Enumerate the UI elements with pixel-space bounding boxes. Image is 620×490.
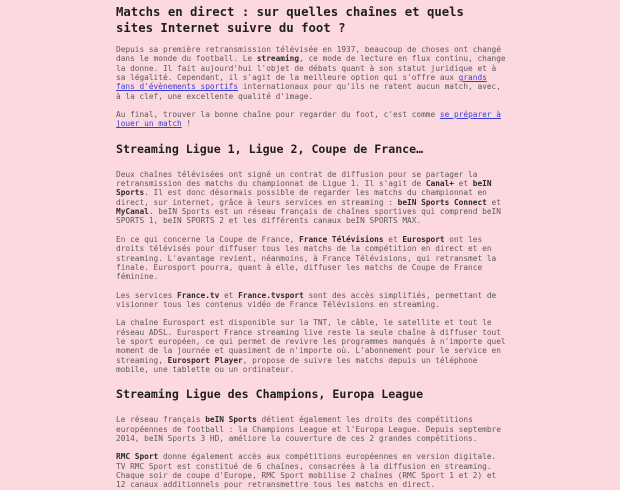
section2-paragraph-2: RMC Sport donne également accès aux compétitions européennes en version digitale. TV RMC Sport est constitué de 6 chaînes, consacrées à la diffusion en streaming. Chaque soir de coupe d'Europe, RMC Sport mobilise 2 chaînes (RMC Sport 1 et 2) et 12 canaux additionnels pour retransmettre tous les matchs en direct. xyxy=(116,452,497,490)
intro-paragraph-1: Depuis sa première retransmission télévisée en 1937, beaucoup de choses ont changé dans le monde du football. Le streaming, ce mode de lecture en flux continu, change la donne. Il fait aujourd'hui l'objet de débats quant à son statut juridique et à sa légalité. Cependant, il s'agit de la meilleure option qui s'offre aux grands fans d'évènements sportifs internationaux pour qu'ils ne ratent aucun match, avec, à la clef, une excellente qualité d'image. xyxy=(116,45,506,101)
section1-paragraph-2: En ce qui concerne la Coupe de France, France Télévisions et Eurosport ont les droits télévisés pour diffuser tous les matchs de la compétition en direct et en streaming. L'avantage revient, néanmoins, à France Télévisions, qui retransmet la finale. Eurosport pourra, quant à elle, diffuser les matchs de Coupe de France féminine. xyxy=(116,234,497,282)
section1-paragraph-3: Les services France.tv et France.tvsport sont des accès simplifiés, permettant de visionner tous les contenus vidéo de France Télévisions en streaming. xyxy=(116,290,497,309)
section-heading-champions: Streaming Ligue des Champions, Europa League xyxy=(116,387,424,402)
link-sports-fans[interactable]: grands fans d'évènements sportifs xyxy=(116,73,487,92)
link-prepare-match[interactable]: se préparer à jouer un match xyxy=(116,110,501,129)
page-title: Matchs en direct : sur quelles chaînes et quels sites Internet suivre du foot ? xyxy=(116,5,464,35)
section1-paragraph-1: Deux chaînes télévisées ont signé un contrat de diffusion pour se partager la retransmission des matchs du championnat de Ligue 1. Il s'agit de Canal+ et beIN Sports. Il est donc désormais possible de regarder les matchs du championnat en direct, sur internet, grâce à leurs services en streaming : beIN Sports Connect et MyCanal. beIN Sports est un réseau français de chaînes sportives qui comprend beIN SPORTS 1, beIN SPORTS 2 et les différents canaux beIN SPORTS MAX. xyxy=(116,169,501,226)
article xyxy=(116,0,506,490)
section1-paragraph-4: La chaîne Eurosport est disponible sur la TNT, le câble, le satellite et tout le réseau ADSL. Eurosport France streaming live reste la seule chaîne à diffuser tout le sport européen, ce qui permet de revivre les programmes manqués à n'importe quel moment de la journée et quasiment de n'importe où. L'abonnement pour le service en streaming, Eurosport Player, propose de suivre les matchs depuis un téléphone mobile, une tablette ou un ordinateur. xyxy=(116,318,506,374)
intro-paragraph-2: Au final, trouver la bonne chaîne pour regarder du foot, c'est comme se préparer à jouer un match ! xyxy=(116,110,501,129)
section2-paragraph-1: Le réseau français beIN Sports détient également les droits des compétitions européennes de football : la Champions League et l'Europa League. Depuis septembre 2014, beIN Sports 3 HD, améliore la couverture de ces 2 grandes compétitions. xyxy=(116,415,501,443)
section-heading-ligue1: Streaming Ligue 1, Ligue 2, Coupe de France… xyxy=(116,141,424,156)
